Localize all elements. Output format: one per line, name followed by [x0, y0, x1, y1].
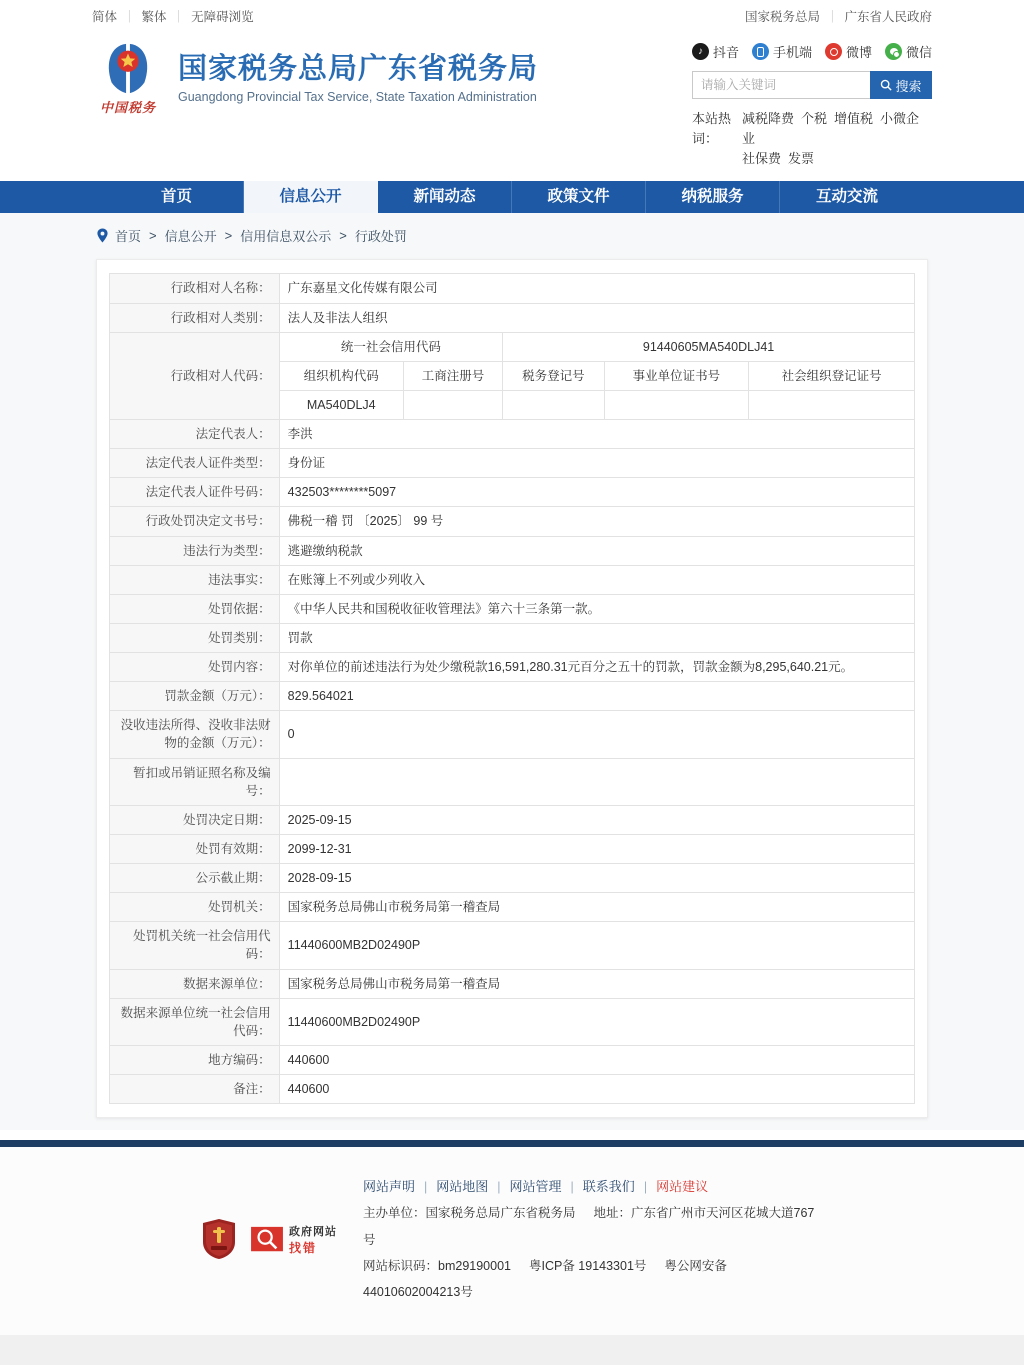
breadcrumb-information-disclosure[interactable]: 信息公开 — [164, 229, 217, 245]
mobile-icon — [752, 43, 769, 60]
guangdong-gov-link[interactable]: 广东省人民政府 — [844, 10, 932, 24]
row-label: 违法事实： — [110, 565, 280, 594]
penalty-detail-table — [109, 273, 915, 1104]
row-value: 《中华人民共和国税收征收管理法》第六十三条第一款。 — [279, 594, 914, 623]
table-row — [110, 805, 915, 834]
nav-news[interactable]: 新闻动态 — [378, 181, 512, 213]
breadcrumb-administrative-penalty[interactable]: 行政处罚 — [354, 229, 407, 245]
row-label: 公示截止期： — [110, 864, 280, 893]
table-row — [110, 893, 915, 922]
code-header: 事业单位证书号 — [604, 361, 749, 390]
nav-interaction[interactable]: 互动交流 — [815, 188, 878, 206]
code-value: MA540DLJ4 — [279, 390, 403, 419]
weibo-label: 微博 — [846, 45, 873, 60]
site-titles — [178, 52, 538, 105]
row-value: 李洪 — [279, 420, 914, 449]
row-label: 数据来源单位统一社会信用代码： — [110, 998, 280, 1045]
mobile-app-link[interactable] — [752, 42, 812, 61]
footer-icp: 粤ICP备 19143301号 — [528, 1258, 647, 1273]
footer-divider-band — [0, 1140, 1024, 1147]
table-row — [110, 507, 915, 536]
row-label: 处罚机关统一社会信用代码： — [110, 922, 280, 969]
table-row — [110, 1075, 915, 1104]
uscc-header: 统一社会信用代码 — [279, 332, 502, 361]
hot-word-link[interactable]: 增值税 — [834, 111, 874, 126]
row-value: 逃避缴纳税款 — [279, 536, 914, 565]
hot-word-link[interactable]: 小微企业 — [742, 111, 920, 147]
row-value: 11440600MB2D02490P — [279, 922, 914, 969]
row-value: 国家税务总局佛山市税务局第一稽查局 — [279, 893, 914, 922]
douyin-link[interactable] — [692, 42, 739, 61]
table-row — [110, 478, 915, 507]
table-row — [110, 449, 915, 478]
footer-link-contact[interactable]: 联系我们 — [582, 1179, 635, 1195]
penalty-detail-card — [96, 259, 928, 1118]
search-button[interactable] — [870, 71, 932, 99]
code-value — [749, 390, 915, 419]
code-header: 组织机构代码 — [279, 361, 403, 390]
table-row — [110, 758, 915, 805]
site-header — [0, 32, 1024, 181]
row-label: 处罚内容： — [110, 653, 280, 682]
social-links — [692, 42, 932, 61]
row-value: 2025-09-15 — [279, 805, 914, 834]
row-value: 11440600MB2D02490P — [279, 998, 914, 1045]
search-icon — [880, 79, 892, 91]
main-content-area — [0, 213, 1024, 1130]
row-label: 法定代表人： — [110, 420, 280, 449]
footer-site-code: 网站标识码：bm29190001 — [363, 1258, 511, 1273]
row-value: 0 — [279, 711, 914, 758]
error-report-flag-icon — [250, 1224, 284, 1254]
site-title: 国家税务总局广东省税务局 — [178, 52, 539, 85]
footer-links — [363, 1173, 822, 1200]
footer-registration-row — [363, 1253, 822, 1306]
row-value: 佛税一稽 罚 〔2025〕 99 号 — [279, 507, 914, 536]
site-subtitle: Guangdong Provincial Tax Service, State Taxation Administration — [178, 90, 537, 105]
footer-link-statement[interactable]: 网站声明 — [363, 1179, 416, 1195]
hot-word-link[interactable]: 发票 — [788, 151, 815, 167]
hot-word-link[interactable]: 减税降费 — [742, 111, 795, 126]
site-footer — [0, 1147, 1024, 1335]
code-value — [403, 390, 502, 419]
table-row — [110, 274, 915, 303]
row-label: 处罚有效期： — [110, 834, 280, 863]
table-row — [110, 536, 915, 565]
table-row — [110, 711, 915, 758]
footer-link-sitemap[interactable]: 网站地图 — [436, 1179, 489, 1195]
row-label: 暂扣或吊销证照名称及编号： — [110, 758, 280, 805]
search-box — [692, 71, 932, 99]
code-header: 社会组织登记证号 — [749, 361, 915, 390]
row-value: 2028-09-15 — [279, 864, 914, 893]
hot-words-terms — [742, 109, 932, 169]
row-value: 身份证 — [279, 449, 914, 478]
row-value: 829.564021 — [279, 682, 914, 711]
error-badge-line1: 政府网站 — [289, 1225, 337, 1238]
site-error-report-badge[interactable] — [250, 1223, 337, 1256]
row-value: 440600 — [279, 1075, 914, 1104]
search-button-label: 搜索 — [895, 78, 922, 94]
table-row — [110, 998, 915, 1045]
table-row — [110, 682, 915, 711]
location-pin-icon — [96, 228, 109, 243]
row-value: 2099-12-31 — [279, 834, 914, 863]
uscc-value: 91440605MA540DLJ41 — [503, 332, 915, 361]
footer-link-suggestion[interactable]: 网站建议 — [656, 1179, 709, 1195]
row-label: 处罚依据： — [110, 594, 280, 623]
breadcrumb-credit-disclosure[interactable]: 信用信息双公示 — [240, 229, 332, 245]
topbar-right — [745, 7, 932, 25]
hot-words — [692, 109, 932, 169]
row-label: 违法行为类型： — [110, 536, 280, 565]
footer-text-block — [363, 1173, 822, 1305]
separator: ｜ — [825, 10, 839, 24]
table-row — [110, 969, 915, 998]
breadcrumb-separator: > — [339, 228, 347, 244]
row-value: 罚款 — [279, 623, 914, 652]
table-row — [110, 565, 915, 594]
row-value: 广东嘉星文化传媒有限公司 — [279, 274, 914, 303]
main-navigation — [0, 181, 1024, 213]
breadcrumb-separator: > — [149, 228, 157, 244]
page-bottom-strip — [0, 1335, 1024, 1365]
douyin-label: 抖音 — [713, 45, 740, 60]
row-label: 备注： — [110, 1075, 280, 1104]
simplified-chinese-link[interactable]: 简体 — [92, 10, 118, 24]
weibo-icon — [825, 43, 842, 60]
table-row — [110, 864, 915, 893]
nav-home[interactable]: 首页 — [110, 181, 244, 213]
row-label: 法定代表人证件类型： — [110, 449, 280, 478]
table-row — [110, 303, 915, 332]
code-header: 工商注册号 — [403, 361, 502, 390]
row-value: 432503********5097 — [279, 478, 914, 507]
separator: | — [570, 1180, 574, 1195]
row-value: 440600 — [279, 1045, 914, 1074]
separator: | — [424, 1180, 428, 1195]
search-input[interactable] — [692, 71, 870, 99]
site-brand — [92, 40, 538, 116]
table-row-code — [110, 332, 915, 361]
topbar-left — [92, 7, 254, 25]
row-label: 行政处罚决定文书号： — [110, 507, 280, 536]
row-label: 罚款金额（万元）： — [110, 682, 280, 711]
tax-emblem-logo — [92, 40, 164, 116]
header-right-column — [692, 40, 932, 169]
row-label: 法定代表人证件号码： — [110, 478, 280, 507]
tax-emblem-icon — [97, 40, 159, 96]
sat-portal-link[interactable]: 国家税务总局 — [744, 10, 820, 24]
traditional-chinese-link[interactable]: 繁体 — [141, 10, 167, 24]
table-row — [110, 922, 915, 969]
douyin-icon: ♪ — [692, 43, 709, 60]
logo-caption: 中国税务 — [99, 100, 156, 115]
footer-badges — [202, 1218, 337, 1260]
row-label: 行政相对人代码： — [110, 332, 280, 419]
table-row — [110, 420, 915, 449]
nav-policy-documents[interactable]: 政策文件 — [512, 181, 646, 213]
row-value: 国家税务总局佛山市税务局第一稽查局 — [279, 969, 914, 998]
error-badge-line2: 找错 — [289, 1240, 318, 1255]
row-label: 没收违法所得、没收非法财物的金额（万元）： — [110, 711, 280, 758]
wechat-link[interactable] — [885, 42, 932, 61]
separator: | — [643, 1180, 648, 1195]
breadcrumb-home[interactable]: 首页 — [115, 229, 142, 245]
wechat-label: 微信 — [906, 45, 933, 60]
row-label: 处罚决定日期： — [110, 805, 280, 834]
hot-word-link[interactable]: 个税 — [801, 111, 828, 126]
accessibility-link[interactable]: 无障碍浏览 — [191, 10, 254, 24]
row-value: 法人及非法人组织 — [279, 303, 914, 332]
footer-host-row — [363, 1200, 822, 1253]
wechat-icon — [885, 43, 902, 60]
footer-address: 地址：广东省广州市天河区花城大道767号 — [363, 1206, 815, 1247]
code-value — [503, 390, 604, 419]
table-row — [110, 653, 915, 682]
government-shield-icon — [202, 1218, 236, 1260]
table-row — [110, 623, 915, 652]
hot-word-link[interactable]: 社保费 — [742, 151, 782, 167]
row-value: 对你单位的前述违法行为处少缴税款16,591,280.31元百分之五十的罚款，罚款金额为8,295,640.21元。 — [279, 653, 914, 682]
row-label: 处罚类别： — [110, 623, 280, 652]
nav-information-disclosure[interactable]: 信息公开 — [244, 181, 378, 213]
mobile-label: 手机端 — [773, 45, 813, 60]
row-value: 在账簿上不列或少列收入 — [279, 565, 914, 594]
breadcrumb-separator: > — [224, 228, 233, 244]
footer-link-management[interactable]: 网站管理 — [509, 1179, 562, 1195]
row-label: 行政相对人名称： — [110, 274, 280, 303]
hot-words-label: 本站热词： — [692, 111, 732, 147]
breadcrumb — [92, 213, 932, 259]
footer-host: 主办单位：国家税务总局广东省税务局 — [363, 1206, 576, 1221]
row-value — [279, 758, 914, 805]
nav-tax-services[interactable]: 纳税服务 — [646, 181, 780, 213]
row-label: 地方编码： — [110, 1045, 280, 1074]
separator: | — [497, 1180, 501, 1195]
code-header: 税务登记号 — [503, 361, 604, 390]
weibo-link[interactable] — [825, 42, 872, 61]
table-row — [110, 1045, 915, 1074]
separator: ｜ — [172, 10, 186, 24]
row-label: 数据来源单位： — [110, 969, 280, 998]
code-value — [604, 390, 749, 419]
row-label: 行政相对人类别： — [110, 303, 280, 332]
separator: ｜ — [123, 10, 136, 24]
table-row — [110, 594, 915, 623]
footer-police-record: 粤公网安备 44010602004213号 — [363, 1258, 727, 1300]
row-label: 处罚机关： — [110, 893, 280, 922]
top-utility-bar — [0, 0, 1024, 32]
table-row — [110, 834, 915, 863]
